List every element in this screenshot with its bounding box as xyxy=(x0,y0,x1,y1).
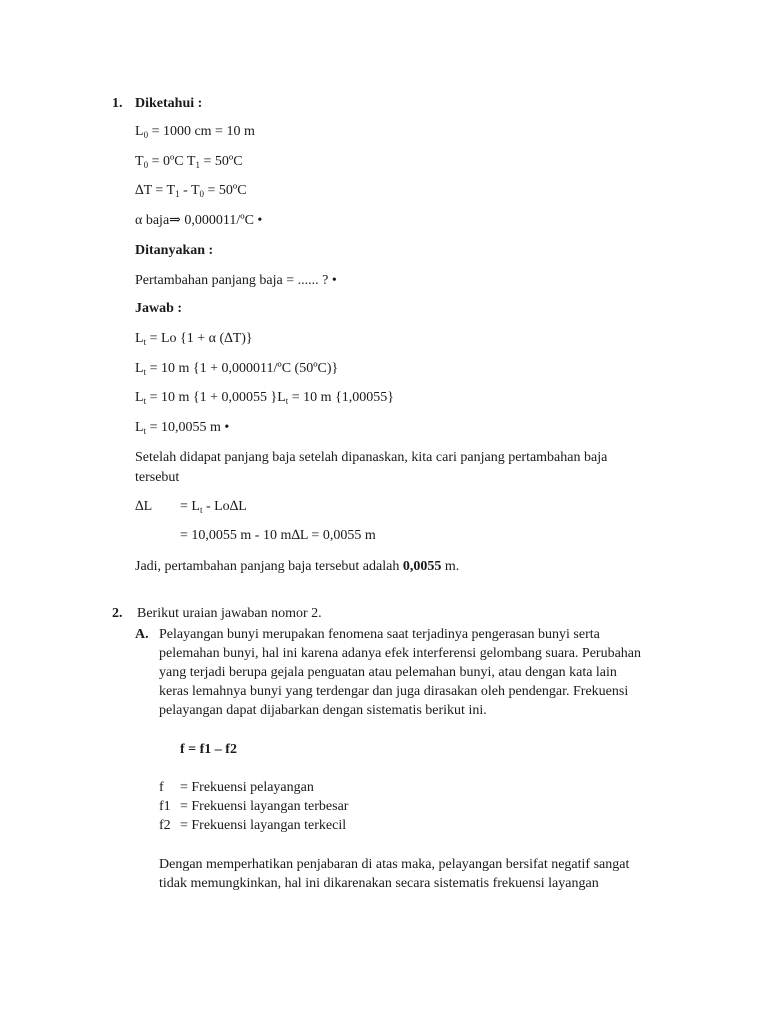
answer-heading: Jawab : xyxy=(135,301,183,316)
closing-line: tidak memungkinkan, hal ini dikarenakan secara sistematis frekuensi layangan xyxy=(159,876,599,891)
delta-temperature-line: $\Delta T = T_1 - T_0$ = 50ºC xyxy=(135,183,247,199)
initial-length-line: $L_0 = 1000$ cm = 10 m xyxy=(135,124,255,140)
paragraph-line: pelayangan dapat dijabarkan dengan sistematis berikut ini. xyxy=(159,703,487,718)
question-number-1: 1. xyxy=(112,96,123,111)
explanation-line-1: Setelah didapat panjang baja setelah dipanaskan, kita cari panjang pertambahan baja xyxy=(135,450,608,465)
paragraph-line: yang terjadi berupa gejala penguatan atau pelemahan bunyi, atau dengan kata lain xyxy=(159,665,617,680)
answer-step-4: $L_t = 10,0055$ m • xyxy=(135,420,230,436)
conclusion-value: 0,0055 xyxy=(402,559,442,574)
beat-frequency-formula: f = f1 – f2 xyxy=(180,742,237,757)
asked-text: Pertambahan panjang baja = ...... ? • xyxy=(135,273,337,288)
explanation-line-2: tersebut xyxy=(135,470,180,485)
definition-symbol: f2 xyxy=(159,818,171,833)
paragraph-line: keras lemahnya bunyi yang terdengar dan juga dirasakan oleh pendengar. Frekuensi xyxy=(159,684,629,699)
closing-line: Dengan memperhatikan penjabaran di atas maka, pelayangan bersifat negatif sangat xyxy=(159,857,630,872)
question-number-2: 2. xyxy=(112,606,123,621)
alpha-line: α baja⇒ 0,000011/ºC • xyxy=(135,213,263,228)
definition-text: = Frekuensi pelayangan xyxy=(180,780,314,795)
conclusion-line: Jadi, pertambahan panjang baja tersebut adalah 0,0055 m. xyxy=(135,559,460,574)
answer-step-2: $L_t = 10$ m {1 + 0,000011/ºC (50ºC)} xyxy=(135,361,339,377)
answer-step-1: $L_t = Lo$ {1 + α (∆T)} xyxy=(135,331,253,347)
delta-length-label: ∆L xyxy=(135,499,153,514)
delta-length-eq-1: = $L_t - Lo\Delta L$ xyxy=(180,499,247,515)
paragraph-line: pelemahan bunyi, hal ini karena adanya efek interferensi gelombang suara. Perubahan xyxy=(159,646,642,661)
paragraph-line: Pelayangan bunyi merupakan fenomena saat terjadinya pengerasan bunyi serta xyxy=(159,627,600,642)
section2-intro: Berikut uraian jawaban nomor 2. xyxy=(137,606,322,621)
temperature-line: $T_0$ = 0ºC $T_1$ = 50ºC xyxy=(135,154,243,170)
delta-length-eq-2: = 10,0055 m - 10 m∆L = 0,0055 m xyxy=(180,528,376,543)
definition-text: = Frekuensi layangan terkecil xyxy=(180,818,347,833)
asked-heading: Ditanyakan : xyxy=(135,243,214,258)
definition-symbol: f1 xyxy=(159,799,171,814)
definition-symbol: f xyxy=(159,780,164,795)
sub-item-label-a: A. xyxy=(135,627,149,642)
definition-text: = Frekuensi layangan terbesar xyxy=(180,799,349,814)
answer-step-3: $L_t = 10$ m {1 + 0,00055 }$L_t = 10$ m {1,00055} xyxy=(135,390,395,406)
known-heading: Diketahui : xyxy=(135,96,203,111)
